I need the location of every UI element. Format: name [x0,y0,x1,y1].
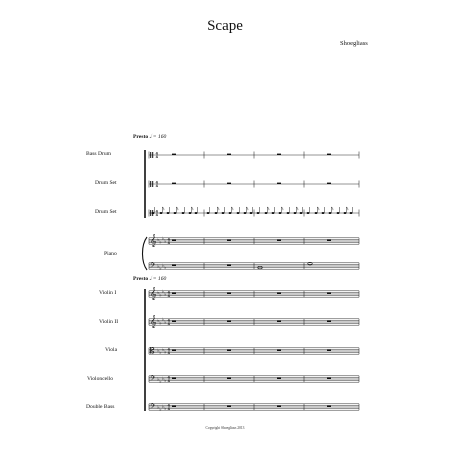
flat-icon: ♭ [161,263,165,269]
instrument-label-double-bass: Double Bass [86,404,115,410]
whole-rest-icon [172,240,176,241]
flat-icon: ♭ [157,319,160,324]
note-flag [267,207,269,210]
brackets [143,150,148,411]
note-head [265,212,268,214]
whole-rest-icon [327,240,331,241]
tempo-note-symbol: 𝅗𝅥 [149,276,152,282]
flat-icon: ♭ [164,407,167,413]
note-head [300,212,303,214]
flat-icon: ♭ [164,266,167,272]
note-head [174,212,177,214]
note-flag [317,207,319,210]
note-flag [281,207,283,210]
instrument-label-violin-1: Violin I [99,290,117,296]
time-signature-digit: 4 [167,375,171,380]
whole-rest-icon [327,293,331,294]
note-head [182,212,185,214]
note-head [244,212,247,214]
whole-rest-icon [172,293,176,294]
whole-rest-icon [172,154,176,155]
instrument-label-violin-2: Violin II [99,319,119,325]
note-head [279,212,282,214]
whole-rest-icon [172,265,176,266]
time-signatures [156,152,171,411]
whole-rest-icon [227,406,231,407]
time-signature-digit: 4 [167,237,171,242]
percussion-clef-icon [150,152,151,158]
note-flag [346,207,348,210]
time-signature-digit: 4 [167,318,171,323]
tempo-bpm: = 160 [152,134,167,140]
whole-rest-icon [227,378,231,379]
instrument-label-violoncello: Violoncello [87,376,114,382]
flat-icon: ♭ [164,350,167,356]
whole-rest-icon [227,321,231,322]
treble-clef-icon: 𝄞 [150,234,157,247]
whole-rest-icon [277,406,281,407]
tempo-bpm: = 160 [152,276,167,282]
whole-rest-icon [327,183,331,184]
time-signature-digit: 4 [167,379,171,383]
whole-rest-icon [227,293,231,294]
time-signature-digit: 4 [167,322,171,326]
note-head [350,212,353,214]
piano-brace [143,237,148,270]
note-flag [176,207,178,210]
whole-rest-icon [327,378,331,379]
copyright-notice: Copyright Shoegliass 2013 [205,426,245,430]
whole-rest-icon [277,378,281,379]
flat-icon: ♭ [159,408,162,413]
flat-icon: ♭ [159,351,162,357]
score-title: Scape [207,18,243,34]
flat-icon: ♭ [161,348,165,353]
flat-icon: ♭ [157,405,160,411]
note-head [195,212,198,214]
note-flag [246,207,248,210]
whole-rest-icon [327,321,331,322]
whole-rest-icon [172,183,176,184]
time-signature-digit: 4 [155,180,159,185]
flat-icon: ♭ [157,238,160,243]
whole-rest-icon [277,350,281,351]
composer-name: Shoegliass [340,40,368,47]
percussion-clef-icon [150,181,151,187]
note-head [307,212,310,214]
time-signature-digit: 4 [155,213,159,217]
whole-rest-icon [227,183,231,184]
note-flag [331,207,333,210]
bass-clef-icon: 𝄢 [150,374,156,384]
whole-rest-icon [277,240,281,241]
note-head [322,212,325,214]
time-signature-digit: 4 [155,184,159,188]
flat-icon: ♭ [164,239,167,245]
note-head [287,212,290,214]
instrument-label-bass-drum: Bass Drum [86,151,112,157]
whole-rest-icon [227,350,231,351]
note-head [207,212,210,214]
time-signature-digit: 4 [167,290,171,295]
note-head [337,212,340,214]
note-head [250,212,253,214]
treble-clef-icon: 𝄞 [150,287,157,300]
whole-rest-icon [172,321,176,322]
barlines [149,152,359,411]
flat-icon: ♭ [157,264,160,270]
whole-rest-icon [327,350,331,351]
tempo-word: Presto [133,276,149,282]
flat-icon: ♭ [161,404,165,410]
notes-and-rests [149,151,353,407]
flat-icon: ♭ [159,240,162,246]
note-head [160,212,163,214]
time-signature-digit: 4 [155,155,159,159]
percussion-clef-icon [150,210,151,216]
note-head [294,212,297,214]
flat-icon: ♭ [164,292,167,298]
bass-clef-icon: 𝄢 [150,402,156,412]
instrument-label-viola: Viola [105,347,118,353]
flat-icon: ♭ [164,379,167,385]
note-flag [296,207,298,210]
time-signature-digit: 4 [167,351,171,355]
tempo-word: Presto [133,134,149,140]
percussion-clef-icon [152,181,153,187]
staff-lines [149,155,359,413]
treble-clef-icon: 𝄞 [150,315,157,328]
time-signature-digit: 4 [167,347,171,352]
note-head [189,212,192,214]
note-head [344,212,347,214]
note-head [237,212,240,214]
time-signature-digit: 4 [155,151,159,156]
flat-icon: ♭ [164,320,167,326]
percussion-clef-icon [152,152,153,158]
bass-clef-icon: 𝄢 [150,261,156,271]
whole-rest-icon [172,378,176,379]
note-head [167,212,170,214]
whole-rest-icon [277,154,281,155]
instrument-label-drum-set-2: Drum Set [95,209,117,215]
flat-icon: ♭ [159,293,162,299]
time-signature-digit: 4 [167,241,171,245]
flat-icon: ♭ [159,321,162,327]
flat-icon: ♭ [157,377,160,383]
time-signature-digit: 4 [155,209,159,214]
whole-rest-icon [327,154,331,155]
time-signature-digit: 4 [167,403,171,408]
whole-rest-icon [277,321,281,322]
whole-rest-icon [227,154,231,155]
whole-rest-icon [327,406,331,407]
whole-rest-icon [227,265,231,266]
note-head [215,212,218,214]
whole-rest-icon [277,293,281,294]
alto-clef-icon: 𝄡 [150,346,155,356]
note-head [152,212,155,214]
whole-rest-icon [172,406,176,407]
whole-rest-icon [227,240,231,241]
time-signature-digit: 4 [167,407,171,411]
flat-icon: ♭ [159,380,162,385]
note-flag [191,207,193,210]
flat-icon: ♭ [161,318,165,324]
time-signature-digit: 4 [167,294,171,298]
note-head [272,212,275,214]
note-head [229,212,232,214]
flat-icon: ♭ [157,291,160,296]
note-head [315,212,318,214]
note-head [329,212,332,214]
note-flag [231,207,233,210]
flat-icon: ♭ [161,376,165,382]
flat-icon: ♭ [159,267,162,272]
note-head [257,212,260,214]
tempo-note-symbol: 𝅗𝅥 [149,134,152,140]
note-head [222,212,225,214]
flat-icon: ♭ [161,290,165,296]
note-flag [217,207,219,210]
instrument-label-drum-set-1: Drum Set [95,180,117,186]
flat-icon: ♭ [161,237,165,243]
whole-rest-icon [277,183,281,184]
note-flag [162,207,164,210]
instrument-label-piano: Piano [104,251,117,257]
whole-rest-icon [172,350,176,351]
flat-icon: ♭ [157,348,160,354]
